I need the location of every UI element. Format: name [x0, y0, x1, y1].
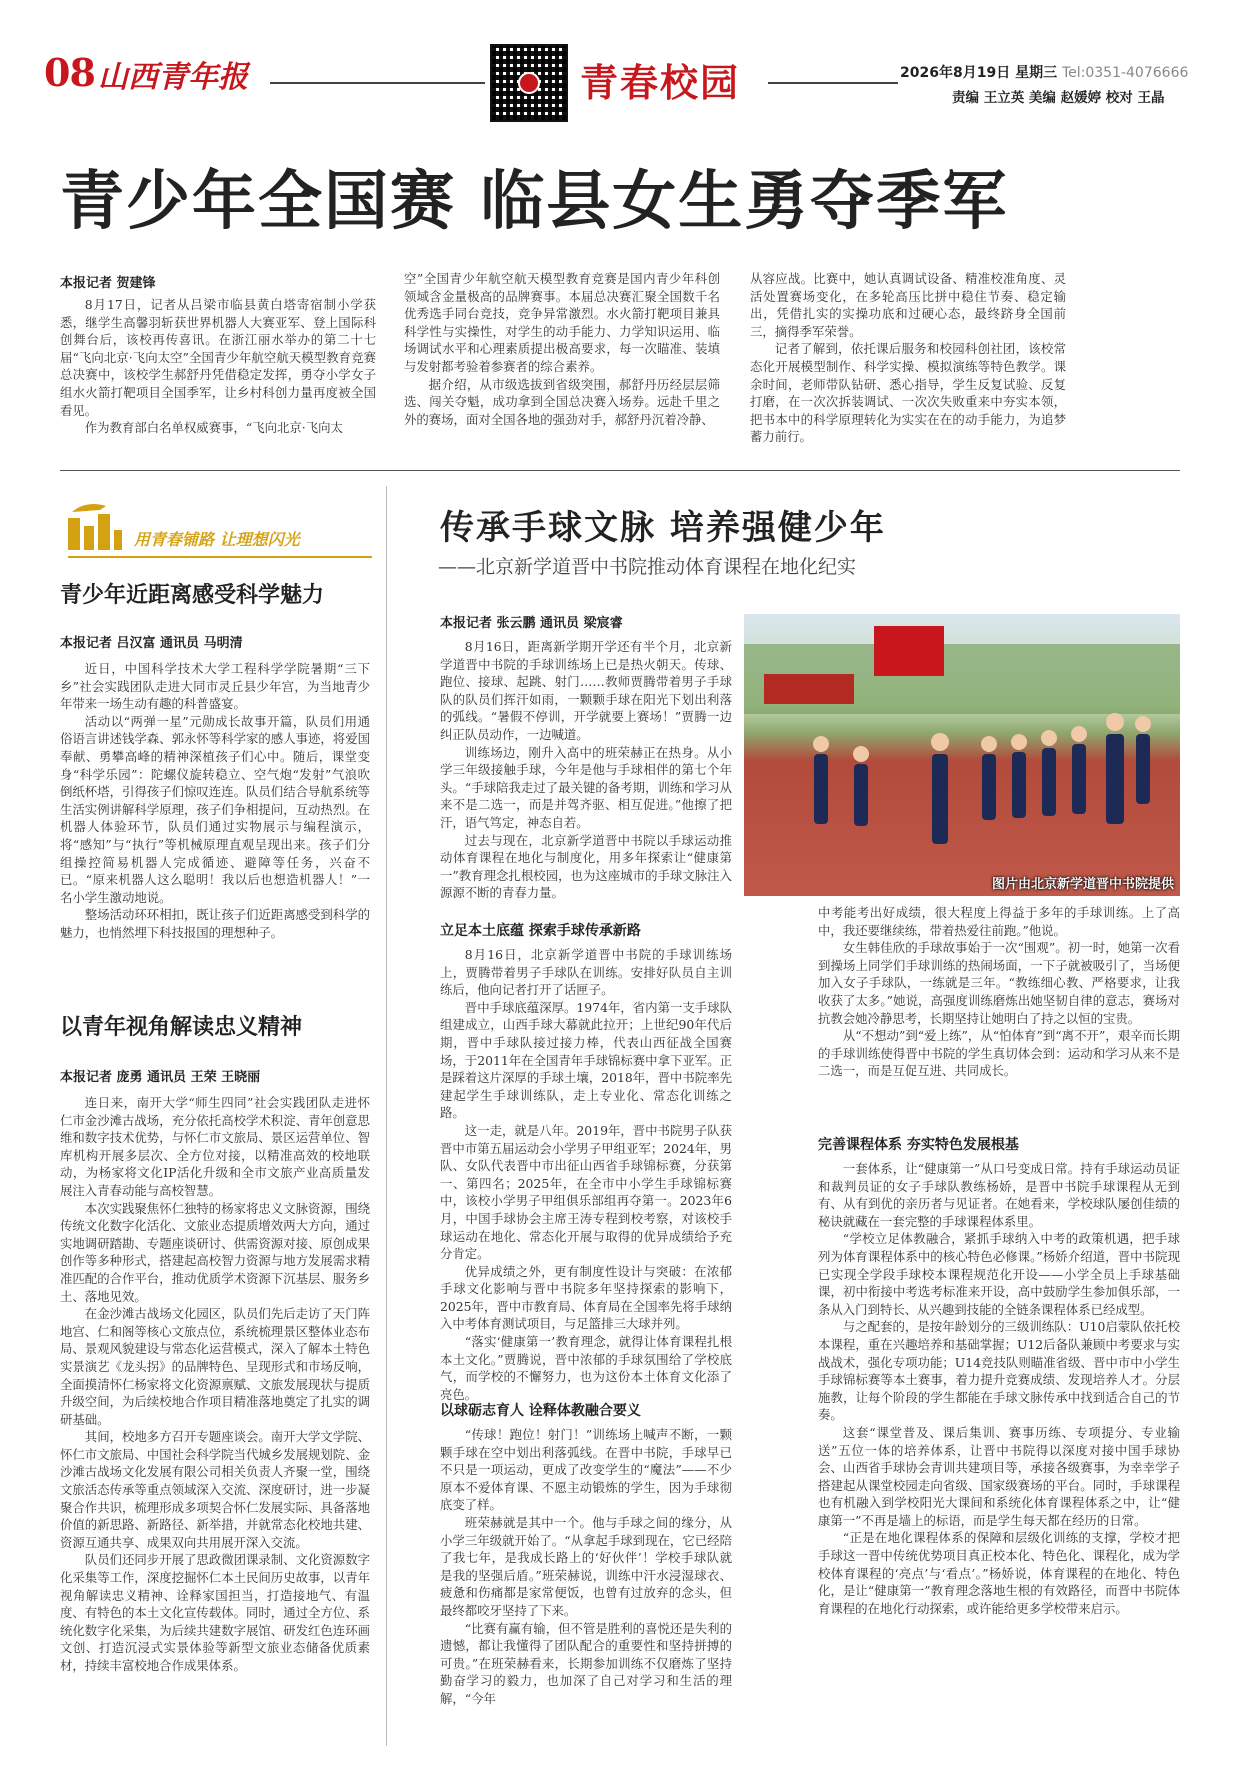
- article-paragraph: 整场活动环环相扣，既让孩子们近距离感受到科学的魅力，也悄然埋下科技报国的理想种子。: [60, 907, 370, 940]
- qr-center-logo-icon: [518, 72, 540, 94]
- column-underline: [68, 556, 372, 558]
- lead-column-1: [60, 296, 376, 456]
- article-paragraph: 女生韩佳欣的手球故事始于一次“围观”。初一时，她第一次看到操场上同学们手球训练的热闹场面，一下子就被吸引了，当场便加入女子手球队，一练就是三年。“教练细心教、严格要求，让我收获了太多。”她说，高强度训练磨炼出她坚韧自律的意志，赛场对抗教会她冷静思考，长期坚持让她明白了持之以恒的宝贵。: [818, 940, 1180, 1026]
- article-paragraph: 其间，校地多方召开专题座谈会。南开大学文学院、怀仁市文旅局、中国社会科学院当代城乡发展规划院、金沙滩古战场文化发展有限公司相关负责人齐聚一堂，围绕文旅活态传承等重点领域深入交流、深度研讨，进一步凝聚合作共识，梳理形成多项契合怀仁发展实际、具备落地价值的新思路、新路径、新举措，并就常态化校地共建、资源互通共享、成果双向共用展开深入交流。: [60, 1429, 370, 1550]
- article-paragraph: “落实‘健康第一’教育理念，就得让体育课程扎根本土文化。”贾腾说，晋中浓郁的手球氛围给了学校底气，而学校的不懈努力，也为这份本土体育文化添了亮色。: [440, 1334, 732, 1402]
- editor-credits: 责编 王立英 美编 赵媛婷 校对 王晶: [952, 90, 1165, 106]
- article-paragraph: 本次实践聚焦怀仁独特的杨家将忠义文脉资源，围绕传统文化数字化活化、文旅业态提质增效两大方向，通过实地调研踏勘、专题座谈研讨、供需资源对接、原创成果创作等多种形式，搭建起高校智力资源与地方发展需求精准匹配的合作平台，推动优质学术资源下沉基层、服务乡土、落地见效。: [60, 1200, 370, 1304]
- lead-paragraph: 从容应战。比赛中，她认真调试设备、精准校准角度、灵活处置赛场变化，在多轮高压比拼中稳住节奏、稳定输出，凭借扎实的实操功底和过硬心态，最终跻身全国前三，摘得季军荣誉。: [750, 271, 1066, 339]
- article-paragraph: “比赛有赢有输，但不管是胜利的喜悦还是失利的遗憾，都让我懂得了团队配合的重要性和坚持拼搏的可贵。”在班荣赫看来，长期参加训练不仅磨炼了坚持勤奋学习的毅力，也加深了自己对学习和生活的理解，“今年: [440, 1620, 732, 1706]
- article-paragraph: 8月16日，距离新学期开学还有半个月，北京新学道晋中书院的手球训练场上已是热火朝天。传球、跑位、接球、起跳、射门……教师贾腾带着男子手球队的队员们挥汗如雨，一颗颗手球在阳光下划出利落的弧线。“暑假不停训，开学就要上赛场！”贾腾一边纠正队员动作，一边喊道。: [440, 639, 732, 742]
- article-paragraph: 与之配套的，是按年龄划分的三级训练队：U10启蒙队依托校本课程，重在兴趣培养和基础掌握；U12后备队兼顾中考要求与实战战术，强化专项功能；U14竞技队则瞄准省级、晋中市中小学生手球锦标赛等本土赛事，着力提升竞赛成绩、发现培养人才。分层施教，让每个阶段的学生都能在手球文脉传承中找到适合自己的节奏。: [818, 1319, 1180, 1423]
- article-paragraph: 晋中手球底蕴深厚。1974年，省内第一支手球队组建成立，山西手球大幕就此拉开；上世纪90年代后期，晋中手球队接过接力棒，代表山西征战全国赛场，于2011年在全国青年手球锦标赛中拿下亚军。正是踩着这片深厚的手球土壤，2018年，晋中书院率先建起学生手球训练队，走上专业化、常态化训练之路。: [440, 999, 732, 1121]
- article-paragraph: 这套“课堂普及、课后集训、赛事历练、专项提分、专业输送”五位一体的培养体系，让晋中书院得以深度对接中国手球协会、山西省手球协会青训共建项目等，承接各级赛事，为幸幸学子搭建起从课堂校园走向省级、国家级赛场的平台。同时，手球课程也有机融入到学校阳光大课间和系统化体育课程体系之中，让“健康第一”不再是墙上的标语，而是学生每天都在经历的日常。: [818, 1424, 1180, 1528]
- header-rule-left: [270, 82, 485, 84]
- lead-column-2: [404, 270, 720, 456]
- issue-date: 2026年8月19日: [900, 65, 1011, 81]
- feature-subtitle: ——北京新学道晋中书院推动体育课程在地化纪实: [438, 556, 857, 578]
- article-paragraph: 8月16日，北京新学道晋中书院的手球训练场上，贾腾带着男子手球队在训练。安排好队员自主训练后，他向记者打开了话匣子。: [440, 947, 732, 998]
- column-name: 用青春铺路 让理想闪光: [134, 530, 300, 549]
- sidebar-article-2-byline: 本报记者 庞勇 通讯员 王荣 王晓丽: [60, 1070, 261, 1085]
- telephone: Tel:0351-4076666: [1061, 65, 1189, 81]
- lead-paragraph: 记者了解到，依托课后服务和校园科创社团，该校常态化开展模型制作、科学实操、模拟演练等特色教学。课余时间，老师带队钻研、悉心指导，学生反复试验、反复打磨，在一次次拆装调试、一次次失败重来中夯实本领，把书本中的科学原理转化为实实在在的动手能力，为追梦蓄力前行。: [750, 341, 1066, 445]
- column-logo-icon: [66, 500, 124, 552]
- feature-subhead-2: 以球砺志育人 诠释体教融合要义: [440, 1403, 641, 1419]
- article-paragraph: 一套体系，让“健康第一”从口号变成日常。持有手球运动员证和裁判员证的女子手球队教练杨娇，是晋中书院手球课程从无到有、从有到优的亲历者与见证者。在她看来，学校球队屡创佳绩的秘诀就藏在一套完整的手球课程体系里。: [818, 1161, 1180, 1229]
- article-paragraph: 连日来，南开大学“师生四同”社会实践团队走进怀仁市金沙滩古战场，充分依托高校学术积淀、青年创意思维和数字技术优势，与怀仁市文旅局、景区运营单位、智库机构开展多层次、全方位对接，以精准高效的校地联动，为杨家将文化IP活化升级和全市文旅产业高质量发展注入青春动能与高校智慧。: [60, 1095, 370, 1198]
- feature-headline: 传承手球文脉 培养强健少年: [440, 508, 886, 548]
- article-paragraph: 优异成绩之外，更有制度性设计与突破：在浓郁手球文化影响与晋中书院多年坚持探索的影响下，2025年，晋中市教育局、体育局在全国率先将手球纳入中考体育测试项目，与足篮排三大球并列。: [440, 1263, 732, 1332]
- lead-byline: 本报记者 贺建锋: [60, 276, 156, 291]
- sidebar-article-1-title: 青少年近距离感受科学魅力: [60, 583, 325, 608]
- feature-subhead-3: 完善课程体系 夯实特色发展根基: [818, 1137, 1019, 1153]
- sidebar-article-1-body: [60, 660, 370, 960]
- article-paragraph: 训练场边，刚升入高中的班荣赫正在热身。从小学三年级接触手球，今年是他与手球相伴的第七个年头。“手球陪我走过了最关键的备考期，训练和学习从来不是二选一，而是并驾齐驱、相互促进。”他擦了把汗，语气笃定，神态自若。: [440, 744, 732, 830]
- article-paragraph: 在金沙滩古战场文化园区，队员们先后走访了天门阵地宫、仁和阁等核心文旅点位，系统梳理景区整体业态布局、景观风貌建设与常态化运营模式，深入了解本土特色实景演艺《龙头拐》的品牌特色、呈现形式和市场反响，全面摸清怀仁杨家将文化资源禀赋、文旅发展现状与提质升级空间，为后续校地合作项目精准落地奠定了扎实的调研基础。: [60, 1306, 370, 1427]
- photo-caption: 图片由北京新学道晋中书院提供: [991, 877, 1174, 892]
- article-paragraph: “学校立足体教融合，紧抓手球纳入中考的政策机遇，把手球列为体育课程体系中的核心特色必修课。”杨娇介绍道，晋中书院现已实现全学段手球校本课程规范化开设——小学全员上手球基础课，初中衔接中考选考标准来开设，高中鼓励学生参加俱乐部，一条从入门到特长、从兴趣到技能的全链条课程体系已经成型。: [818, 1231, 1180, 1317]
- handball-team-photo: [744, 614, 1180, 896]
- column-divider: [386, 486, 387, 1746]
- feature-column-b-upper: [818, 904, 1180, 1126]
- lead-paragraph: 空”全国青少年航空航天模型教育竞赛是国内青少年科创领域含金量极高的品牌赛事。本届总决赛汇聚全国数千名优秀选手同台竞技，竞争异常激烈。水火箭打靶项目兼具科学性与实操性，对学生的动手能力、力学知识运用、临场调试水平和心理素质提出极高要求，每一次瞄准、装填与发射都考验着参赛者的综合素养。: [404, 271, 720, 374]
- article-paragraph: 从“不想动”到“爱上练”，从“怕体育”到“离不开”，艰辛而长期的手球训练使得晋中书院的学生真切体会到：运动和学习从来不是二选一，而是互促互进、共同成长。: [818, 1028, 1180, 1079]
- lead-paragraph: 据介绍，从市级选拔到省级突围，郝舒丹历经层层筛选、闯关夺魁，成功拿到全国总决赛入场券。远赴千里之外的赛场，面对全国各地的强劲对手，郝舒丹沉着冷静、: [404, 376, 720, 427]
- lead-headline: 青少年全国赛 临县女生勇夺季军: [60, 165, 1009, 239]
- feature-column-a-mid: [440, 946, 732, 1402]
- sidebar-article-1-byline: 本报记者 吕汉富 通讯员 马明清: [60, 636, 243, 651]
- header-rule-right: [768, 82, 898, 84]
- article-paragraph: 中考能考出好成绩，很大程度上得益于多年的手球训练。上了高中，我还要继续练，带着热爱往前跑。”他说。: [818, 905, 1180, 938]
- lead-column-3: [750, 270, 1066, 456]
- section-title: 青春校园: [580, 60, 741, 105]
- lead-paragraph: 8月17日，记者从吕梁市临县黄白塔寄宿制小学获悉，继学生高馨羽斩获世界机器人大赛亚军、登上国际科创舞台后，该校再传喜讯。在浙江丽水举办的第二十七届“飞向北京·飞向太空”全国青少年航空航天模型教育竞赛总决赛中，该校学生郝舒丹凭借稳定发挥，勇夺小学女子组水火箭打靶项目全国季军，让乡村科创力量再度被全国看见。: [60, 297, 376, 418]
- article-paragraph: 过去与现在，北京新学道晋中书院以手球运动推动体育课程在地化与制度化，用多年探索让“健康第一”教育理念扎根校园，也为这座城市的手球文脉注入源源不断的青春力量。: [440, 832, 732, 901]
- issue-weekday: 星期三: [1015, 65, 1058, 81]
- article-paragraph: 活动以“两弹一星”元勋成长故事开篇，队员们用通俗语言讲述钱学森、郭永怀等科学家的感人事迹，将爱国奉献、勇攀高峰的精神深植孩子们心中。随后，课堂变身“科学乐园”：陀螺仪旋转稳立、空气炮“发射”气浪吹倒纸杯塔，引得孩子们惊叹连连。队员们结合导航系统等生活实例讲解科学原理，孩子们争相提问，互动热烈。在机器人体验环节，队员们通过实物展示与编程演示，将“感知”与“执行”等机械原理直观呈现出来。孩子们分组操控简易机器人完成循迹、避障等任务，兴奋不已。“原来机器人这么聪明！我以后也想造机器人！”一名小学生激动地说。: [60, 713, 370, 905]
- sidebar-article-2-body: [60, 1094, 370, 1748]
- article-paragraph: “传球！跑位！射门！”训练场上喊声不断，一颗颗手球在空中划出利落弧线。在晋中书院，手球早已不只是一项运动，更成了改变学生的“魔法”——不少原本不爱体育课、不愿主动锻炼的学生，因为手球彻底变了样。: [440, 1427, 732, 1513]
- feature-subhead-1: 立足本土底蕴 探索手球传承新路: [440, 923, 641, 939]
- article-paragraph: 这一走，就是八年。2019年，晋中书院男子队获晋中市第五届运动会小学男子甲组亚军；2024年，男队、女队代表晋中市出征山西省手球锦标赛，分获第一、第四名；2025年，在全市中小学生手球锦标赛中，该校小学男子甲组俱乐部组再夺第一。2023年6月，中国手球协会主席王涛专程到校考察，对该校手球运动在地化、常态化开展与取得的优异成绩给予充分肯定。: [440, 1122, 732, 1262]
- feature-column-a-upper: [440, 638, 732, 914]
- page-number: 08: [44, 50, 95, 95]
- feature-column-a-lower: [440, 1426, 732, 1748]
- article-paragraph: 队员们还同步开展了思政微团课录制、文化资源数字化采集等工作，深度挖掘怀仁本土民间历史故事，以青年视角解读忠义精神、诠释家国担当，打造接地气、有温度、有特色的本土文化宣传载体。同时，通过全方位、系统化数字化采集，为后续共建数字展馆、研发红色连环画文创、打造沉浸式实景体验等新型文旅业态储备优质素材，持续丰富校地合作成果体系。: [60, 1552, 370, 1673]
- feature-column-b-lower: [818, 1160, 1180, 1748]
- section-divider: [60, 470, 1180, 471]
- article-paragraph: 班荣赫就是其中一个。他与手球之间的缘分，从小学三年级就开始了。“从拿起手球到现在，它已经陪了我七年，是我成长路上的‘好伙伴’！学校手球队就是我的坚强后盾。”班荣赫说，训练中汗水浸湿球衣、疲惫和伤痛都是家常便饭，也曾有过放弃的念头，但最终都咬牙坚持了下来。: [440, 1514, 732, 1618]
- article-paragraph: 近日，中国科学技术大学工程科学学院暑期“三下乡”社会实践团队走进大同市灵丘县少年宫，为当地青少年带来一场生动有趣的科普盛宴。: [60, 661, 370, 712]
- sidebar-article-2-title: 以青年视角解读忠义精神: [60, 1015, 303, 1040]
- lead-paragraph: 作为教育部白名单权威赛事，“飞向北京·飞向太: [84, 420, 343, 436]
- feature-byline: 本报记者 张云鹏 通讯员 梁宸睿: [440, 616, 623, 631]
- dateline: [900, 62, 1188, 82]
- article-paragraph: “正是在地化课程体系的保障和层级化训练的支撑，学校才把手球这一晋中传统优势项目真正校本化、特色化、课程化，成为学校体育课程的‘亮点’与‘看点’。”杨娇说，体育课程的在地化、特色化，是让“健康第一”教育理念落地生根的有效路径，而晋中书院体育课程的在地化行动探索，或许能给更多学校带来启示。: [818, 1530, 1180, 1616]
- newspaper-logo: 山西青年报: [98, 60, 248, 95]
